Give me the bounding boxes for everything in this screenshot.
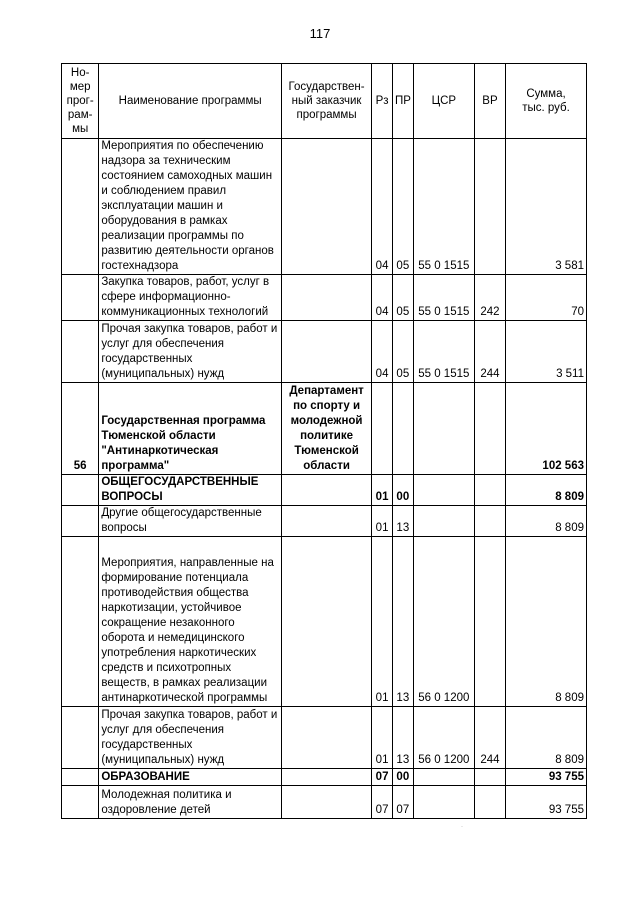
cell-vr — [474, 139, 505, 275]
cell-num — [62, 769, 99, 786]
cell-customer — [281, 506, 371, 537]
cell-customer — [281, 475, 371, 506]
header-program-number: Но- мер прог- рам- мы — [62, 64, 99, 139]
cell-vr: 242 — [474, 275, 505, 321]
table-row — [62, 786, 587, 819]
cell-name: ОБЩЕГОСУДАРСТВЕННЫЕ ВОПРОСЫ — [99, 475, 282, 506]
table-row — [62, 769, 587, 786]
cell-csr: 56 0 1200 — [413, 707, 474, 769]
cell-rz: 04 — [372, 275, 393, 321]
cell-num: 56 — [62, 383, 99, 475]
table-row — [62, 537, 587, 707]
header-sum: Сумма, тыс. руб. — [506, 64, 587, 139]
cell-pr: 05 — [392, 275, 413, 321]
table-row — [62, 139, 587, 275]
cell-customer — [281, 786, 371, 819]
cell-sum: 102 563 — [506, 383, 587, 475]
table-header-row — [62, 64, 587, 139]
cell-name: Прочая закупка товаров, работ и услуг для обеспечения государственных (муниципальных) нужд — [99, 321, 282, 383]
cell-customer — [281, 769, 371, 786]
table-row — [62, 383, 587, 475]
cell-rz: 01 — [372, 537, 393, 707]
cell-rz: 01 — [372, 506, 393, 537]
cell-csr: 55 0 1515 — [413, 275, 474, 321]
cell-vr — [474, 506, 505, 537]
cell-name: Закупка товаров, работ, услуг в сфере информационно-коммуникационных технологий — [99, 275, 282, 321]
table-body — [62, 139, 587, 819]
cell-customer: Департамент по спорту и молодежной политике Тюменской области — [281, 383, 371, 475]
cell-pr: 07 — [392, 786, 413, 819]
cell-customer — [281, 321, 371, 383]
header-pr: ПР — [392, 64, 413, 139]
cell-sum: 8 809 — [506, 475, 587, 506]
cell-name: ОБРАЗОВАНИЕ — [99, 769, 282, 786]
cell-pr: 00 — [392, 769, 413, 786]
cell-sum: 93 755 — [506, 786, 587, 819]
cell-pr: 05 — [392, 139, 413, 275]
cell-pr: 00 — [392, 475, 413, 506]
cell-csr — [413, 769, 474, 786]
cell-sum: 93 755 — [506, 769, 587, 786]
cell-num — [62, 321, 99, 383]
header-csr: ЦСР — [413, 64, 474, 139]
header-customer: Государствен- ный заказчик программы — [281, 64, 371, 139]
cell-rz: 01 — [372, 475, 393, 506]
cell-rz: 04 — [372, 139, 393, 275]
cell-customer — [281, 139, 371, 275]
cell-sum: 8 809 — [506, 707, 587, 769]
cell-pr — [392, 383, 413, 475]
cell-customer — [281, 275, 371, 321]
cell-num — [62, 139, 99, 275]
cell-pr: 13 — [392, 707, 413, 769]
cell-vr: 244 — [474, 707, 505, 769]
table-row — [62, 275, 587, 321]
cell-csr — [413, 475, 474, 506]
table-row — [62, 475, 587, 506]
cell-sum: 3 581 — [506, 139, 587, 275]
cell-name: Мероприятия по обеспечению надзора за техническим состоянием самоходных машин и соблюдением правил эксплуатации машин и оборудования в рамках реализации программы по развитию деятельности органов гостехнадзора — [99, 139, 282, 275]
cell-csr — [413, 506, 474, 537]
cell-pr: 05 — [392, 321, 413, 383]
cell-vr — [474, 537, 505, 707]
header-rz: Рз — [372, 64, 393, 139]
cell-csr — [413, 383, 474, 475]
cell-num — [62, 275, 99, 321]
cell-vr: 244 — [474, 321, 505, 383]
cell-num — [62, 506, 99, 537]
cell-name: Другие общегосударственные вопросы — [99, 506, 282, 537]
header-program-name: Наименование программы — [99, 64, 282, 139]
table-row — [62, 321, 587, 383]
cell-rz: 01 — [372, 707, 393, 769]
cell-sum: 8 809 — [506, 537, 587, 707]
cell-vr — [474, 475, 505, 506]
cell-num — [62, 707, 99, 769]
cell-sum: 8 809 — [506, 506, 587, 537]
cell-csr: 56 0 1200 — [413, 537, 474, 707]
cell-num — [62, 786, 99, 819]
cell-name: Мероприятия, направленные на формирование потенциала противодействия общества наркотизации, устойчивое сокращение незаконного оборота и немедицинского употребления наркотических средств и психотропных веществ, в рамках реализации антинаркотической программы — [99, 537, 282, 707]
table-row — [62, 506, 587, 537]
cell-customer — [281, 537, 371, 707]
page-number: 117 — [309, 26, 331, 41]
cell-num — [62, 475, 99, 506]
cell-rz: 04 — [372, 321, 393, 383]
cell-rz — [372, 383, 393, 475]
cell-vr — [474, 786, 505, 819]
cell-rz: 07 — [372, 786, 393, 819]
cell-csr — [413, 786, 474, 819]
cell-name: Молодежная политика и оздоровление детей — [99, 786, 282, 819]
cell-rz: 07 — [372, 769, 393, 786]
cell-name: Государственная программа Тюменской области "Антинаркотическая программа" — [99, 383, 282, 475]
scan-mark: · — [461, 824, 463, 830]
cell-vr — [474, 383, 505, 475]
budget-table — [61, 63, 587, 819]
cell-customer — [281, 707, 371, 769]
cell-csr: 55 0 1515 — [413, 139, 474, 275]
cell-pr: 13 — [392, 506, 413, 537]
cell-num — [62, 537, 99, 707]
cell-csr: 55 0 1515 — [413, 321, 474, 383]
cell-name: Прочая закупка товаров, работ и услуг для обеспечения государственных (муниципальных) нужд — [99, 707, 282, 769]
cell-sum: 70 — [506, 275, 587, 321]
cell-sum: 3 511 — [506, 321, 587, 383]
header-vr: ВР — [474, 64, 505, 139]
cell-vr — [474, 769, 505, 786]
cell-pr: 13 — [392, 537, 413, 707]
table-row — [62, 707, 587, 769]
